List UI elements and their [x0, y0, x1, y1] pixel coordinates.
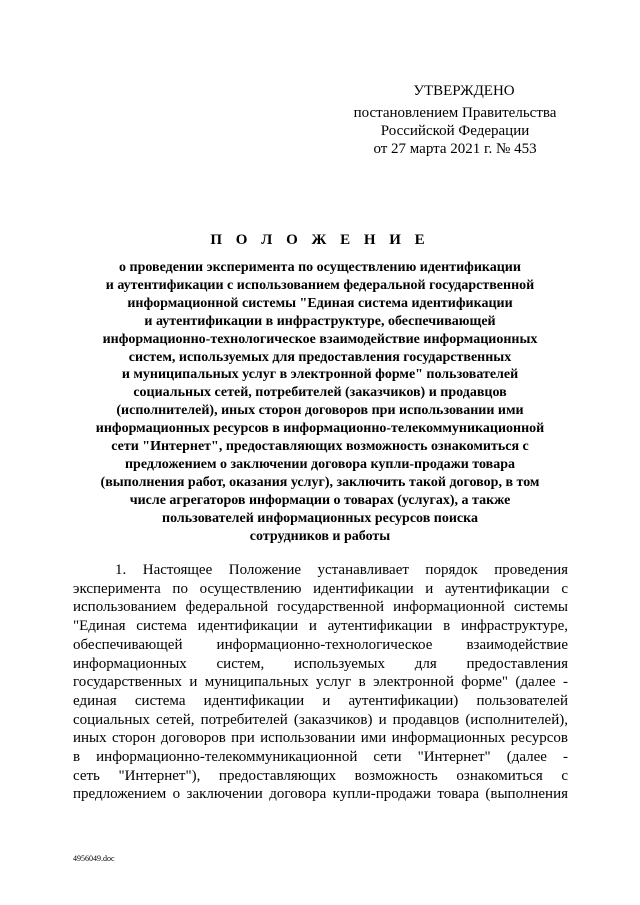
- subtitle-line: (выполнения работ, оказания услуг), заключить такой договор, в том: [100, 474, 540, 490]
- subtitle-line: систем, используемых для предоставления государственных: [128, 349, 512, 365]
- subtitle-line: и аутентификации в инфраструктуре, обеспечивающей: [144, 313, 496, 329]
- body-line: государственных и муниципальных услуг в электронной форме" (далее -: [73, 674, 568, 691]
- body-line: единая система идентификации и аутентификации) пользователей: [73, 692, 568, 709]
- approval-line-3: от 27 марта 2021 г. № 453: [373, 141, 537, 157]
- subtitle-line: информационно-технологическое взаимодействие информационных: [102, 331, 538, 347]
- body-line: социальных сетей, потребителей (заказчиков) и продавцов (исполнителей),: [73, 711, 568, 728]
- body-line: в информационно-телекоммуникационной сети "Интернет" (далее -: [73, 749, 568, 766]
- approval-line-2: Российской Федерации: [380, 123, 530, 139]
- body-line: предложением о заключении договора купли-продажи товара (выполнения: [73, 786, 568, 803]
- subtitle-line: о проведении эксперимента по осуществлению идентификации: [119, 260, 521, 275]
- footer-file-name: 4956049.doc: [73, 854, 115, 863]
- subtitle-line: (исполнителей), иных сторон договоров при использовании ими: [116, 403, 524, 419]
- subtitle-line: пользователей информационных ресурсов поиска: [162, 510, 478, 526]
- subtitle-line: и аутентификации с использованием федеральной государственной: [105, 277, 535, 293]
- body-line: "Единая система идентификации и аутентификации в инфраструктуре,: [73, 618, 568, 635]
- subtitle-line: социальных сетей, потребителей (заказчиков) и продавцов: [133, 385, 507, 401]
- subtitle-line: сети "Интернет", предоставляющих возможность ознакомиться с: [111, 439, 529, 455]
- document-body: [73, 561, 568, 804]
- subtitle-line: предложением о заключении договора купли-продажи товара: [124, 456, 515, 472]
- subtitle-line: информационных ресурсов в информационно-телекоммуникационной: [95, 421, 545, 437]
- document-subtitle: [60, 259, 580, 546]
- body-line: 1. Настоящее Положение устанавливает порядок проведения: [115, 562, 568, 578]
- body-line: сеть "Интернет"), предоставляющих возможность ознакомиться с: [73, 767, 568, 784]
- document-title: П О Л О Ж Е Н И Е: [210, 232, 430, 248]
- subtitle-line: числе агрегаторов информации о товарах (услугах), а также: [129, 492, 511, 508]
- approval-line-1: постановлением Правительства: [353, 105, 557, 121]
- body-line: эксперимента по осуществлению идентификации и аутентификации с: [73, 580, 568, 597]
- body-line: обеспечивающей информационно-технологическое взаимодействие: [73, 636, 568, 653]
- subtitle-line: информационной системы "Единая система идентификации: [127, 295, 513, 311]
- subtitle-line: и муниципальных услуг в электронной форме" пользователей: [121, 367, 519, 383]
- approved-heading: УТВЕРЖДЕНО: [413, 83, 515, 99]
- subtitle-line: сотрудников и работы: [249, 528, 391, 544]
- body-line: иных сторон договоров при использовании ими информационных ресурсов: [73, 730, 568, 747]
- approval-block: [340, 82, 570, 158]
- body-line: использованием федеральной государственной информационной системы: [73, 599, 568, 616]
- body-line: информационных систем, используемых для предоставления: [73, 655, 568, 672]
